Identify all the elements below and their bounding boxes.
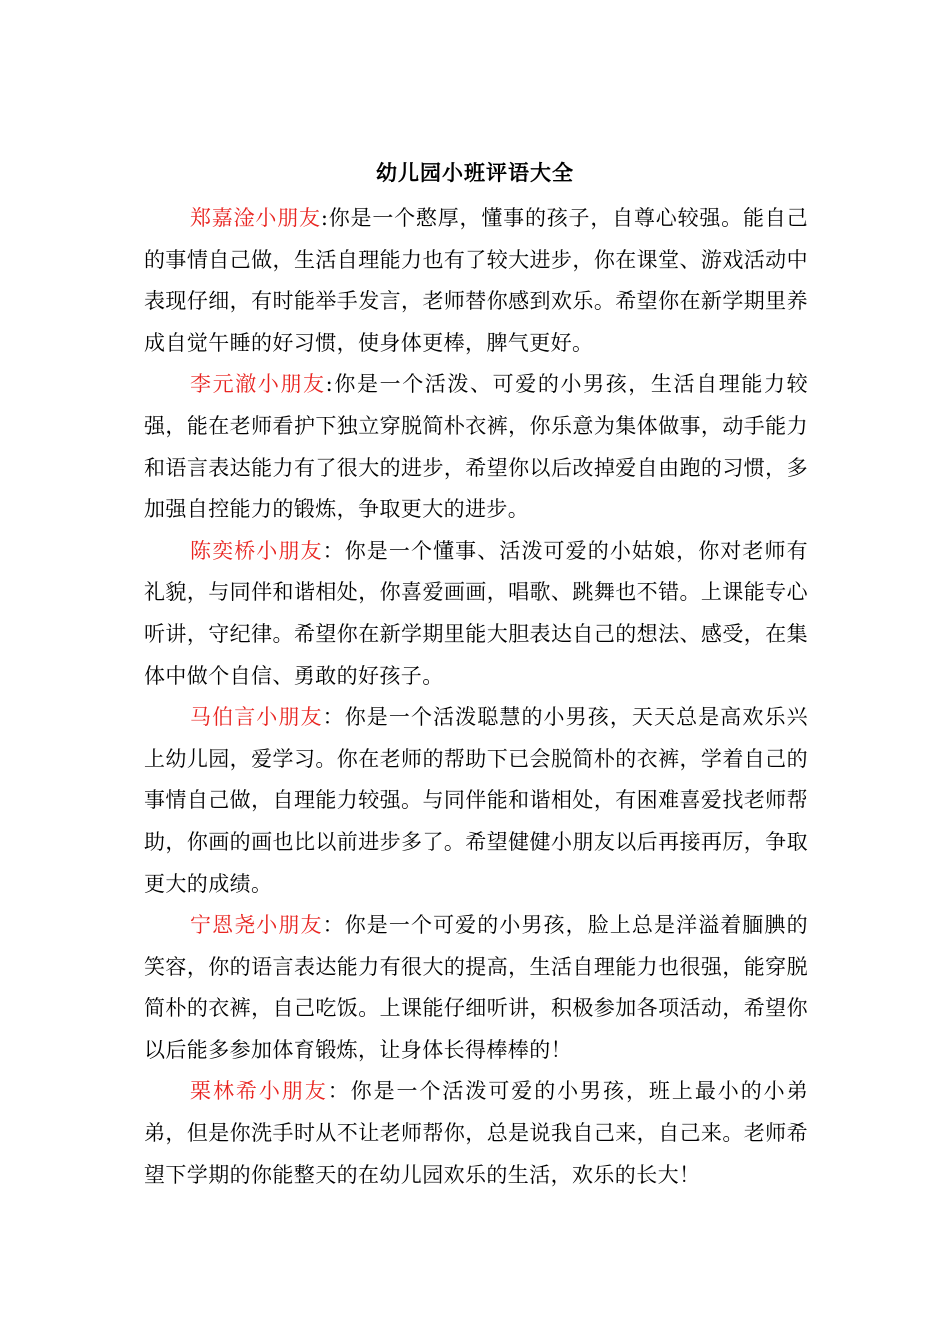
comment-text: 你是一个可爱的小男孩，脸上总是洋溢着腼腆的笑容，你的语言表达能力有很大的提高，生活自理能力也很强，能穿脱简朴的衣裤，自己吃饭。上课能仔细听讲，积极参加各项活动，希望你以后能多参加体育锻炼，让身体长得棒棒的！: [144, 913, 808, 1062]
comment-text: 你是一个憨厚，懂事的孩子，自尊心较强。能自己的事情自己做，生活自理能力也有了较大进步，你在课堂、游戏活动中表现仔细，有时能举手发言，老师替你感到欢乐。希望你在新学期里养成自觉午睡的好习惯，使身体更棒，脾气更好。: [144, 206, 808, 355]
child-name: 马伯言小朋友: [190, 705, 323, 730]
name-separator: ：: [327, 1079, 351, 1104]
name-separator: ：: [322, 705, 345, 730]
comment-text: 你是一个活泼、可爱的小男孩，生活自理能力较强，能在老师看护下独立穿脱简朴衣裤，你乐意为集体做事，动手能力和语言表达能力有了很大的进步，希望你以后改掉爱自由跑的习惯，多加强自控能力的锻炼，争取更大的进步。: [144, 372, 808, 522]
child-name: 宁恩尧小朋友: [190, 913, 323, 938]
child-name: 栗林希小朋友: [190, 1079, 328, 1104]
child-name: 陈奕桥小朋友: [190, 538, 323, 563]
document-title: 幼儿园小班评语大全: [376, 160, 574, 185]
name-separator: :: [325, 372, 334, 397]
comment-paragraph: [144, 364, 808, 530]
name-separator: ：: [322, 913, 345, 938]
comment-paragraph: [144, 531, 808, 697]
comment-paragraph: [144, 1071, 808, 1196]
child-name: 郑嘉淦小朋友: [190, 206, 321, 230]
comment-paragraph: [144, 905, 808, 1071]
comment-paragraph: [144, 198, 808, 364]
comment-list: [144, 198, 808, 1196]
name-separator: :: [320, 206, 329, 230]
comment-text: 你是一个活泼聪慧的小男孩，天天总是高欢乐兴上幼儿园，爱学习。你在老师的帮助下已会脱简朴的衣裤，学着自己的事情自己做，自理能力较强。与同伴能和谐相处，有困难喜爱找老师帮助，你画的画也比以前进步多了。希望健健小朋友以后再接再厉，争取更大的成绩。: [144, 705, 808, 896]
comment-paragraph: [144, 697, 808, 905]
name-separator: ：: [322, 538, 345, 563]
comment-text: 你是一个懂事、活泼可爱的小姑娘，你对老师有礼貌，与同伴和谐相处，你喜爱画画，唱歌、跳舞也不错。上课能专心听讲，守纪律。希望你在新学期里能大胆表达自己的想法、感受，在集体中做个自信、勇敢的好孩子。: [144, 538, 808, 688]
child-name: 李元澈小朋友: [190, 372, 326, 397]
comment-text: 你是一个活泼可爱的小男孩，班上最小的小弟弟，但是你洗手时从不让老师帮你，总是说我自己来，自己来。老师希望下学期的你能整天的在幼儿园欢乐的生活，欢乐的长大！: [144, 1079, 809, 1187]
